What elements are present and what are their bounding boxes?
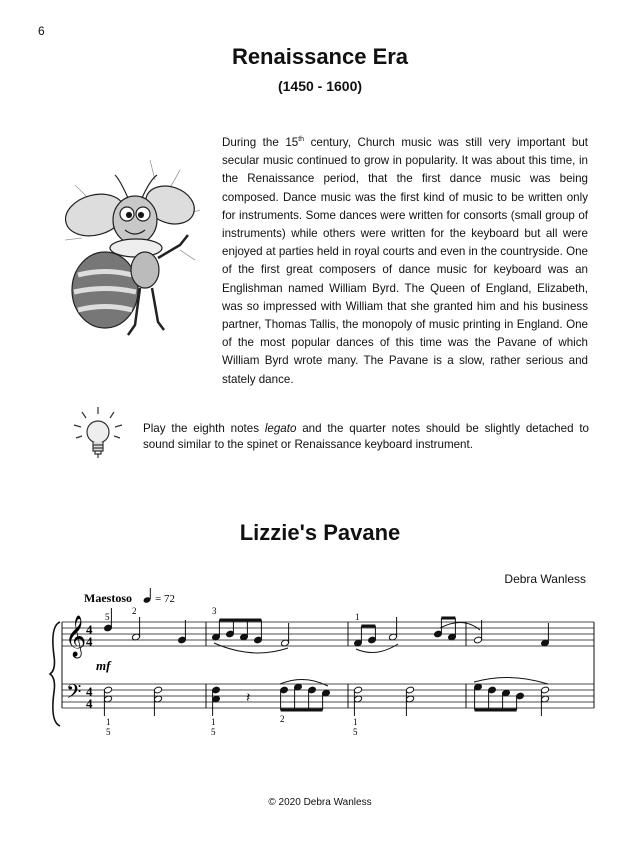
dynamic-marking: mf	[96, 658, 111, 673]
time-signature-top: 4	[86, 622, 93, 637]
time-signature-bottom: 4	[86, 634, 93, 649]
page-number: 6	[38, 24, 45, 38]
bass-staff	[62, 684, 594, 708]
bass-time-signature-bottom: 4	[86, 696, 93, 711]
fingering-bass-5c: 5	[353, 727, 358, 737]
fingering-bass-1b: 1	[211, 717, 216, 727]
tempo-marking: Maestoso	[84, 591, 132, 605]
fingering-bass-2: 2	[280, 714, 285, 724]
fingering-treble-1: 1	[355, 612, 360, 622]
fingering-treble-5: 5	[105, 612, 110, 622]
intro-text-start: During the 15	[222, 136, 299, 149]
fingering-bass-5b: 5	[211, 727, 216, 737]
bass-clef: 𝄢	[66, 682, 82, 708]
copyright-notice: © 2020 Debra Wanless	[268, 797, 372, 808]
page-title: Renaissance Era	[231, 44, 409, 69]
grand-staff-brace	[50, 622, 60, 726]
intro-text-rest: century, Church music was still very important but secular music continued to grow in popularity. It was about this time, in the Renaissance period, that the first dance music was being composed. Dance music was the first kind of music to be written only for instruments. Some dances were written for consorts (small group of instruments) while others were written for the keyboard but all were enjoyed at parties held in royal courts and even in the countryside. One of the first great composers of dance music for keyboard was an Englishman named William Byrd. The Queen of England, Elizabeth, was so impressed with William that she granted him and his business partner, Thomas Tallis, the monopoly of music printing in England. One of the most popular dances of this time was the Pavane of which William Byrd wrote many. The Pavane is a slow, rather serious and stately dance.	[222, 136, 588, 386]
era-dates: (1450 - 1600)	[277, 78, 363, 94]
fingering-treble-2: 2	[132, 606, 137, 616]
tip-italic-term: legato	[264, 422, 297, 435]
fingering-bass-1a: 1	[106, 717, 111, 727]
treble-staff	[62, 622, 594, 646]
tip-text-rest: and the quarter notes should be slightly detached to sound similar to the spinet or Renaissance keyboard instrument.	[143, 422, 589, 451]
bass-notes	[104, 677, 550, 716]
intro-paragraph	[222, 134, 588, 389]
lightbulb-icon	[68, 405, 128, 463]
music-score	[48, 586, 596, 746]
intro-superscript: th	[298, 136, 305, 144]
fingering-bass-1c: 1	[353, 717, 358, 727]
piece-title: Lizzie's Pavane	[239, 520, 401, 545]
svg-text:𝄽: 𝄽	[246, 691, 251, 706]
tip-text-start: Play the eighth notes	[143, 422, 265, 435]
fingering-treble-3: 3	[212, 606, 217, 616]
performance-tip	[143, 421, 589, 453]
tempo-value: = 72	[155, 593, 175, 605]
quarter-note-icon	[143, 588, 152, 604]
treble-clef: 𝄞	[65, 616, 87, 656]
composer-name: Debra Wanless	[504, 572, 586, 586]
bass-time-signature-top: 4	[86, 684, 93, 699]
bee-illustration	[60, 150, 210, 350]
fingering-bass-5a: 5	[106, 727, 111, 737]
